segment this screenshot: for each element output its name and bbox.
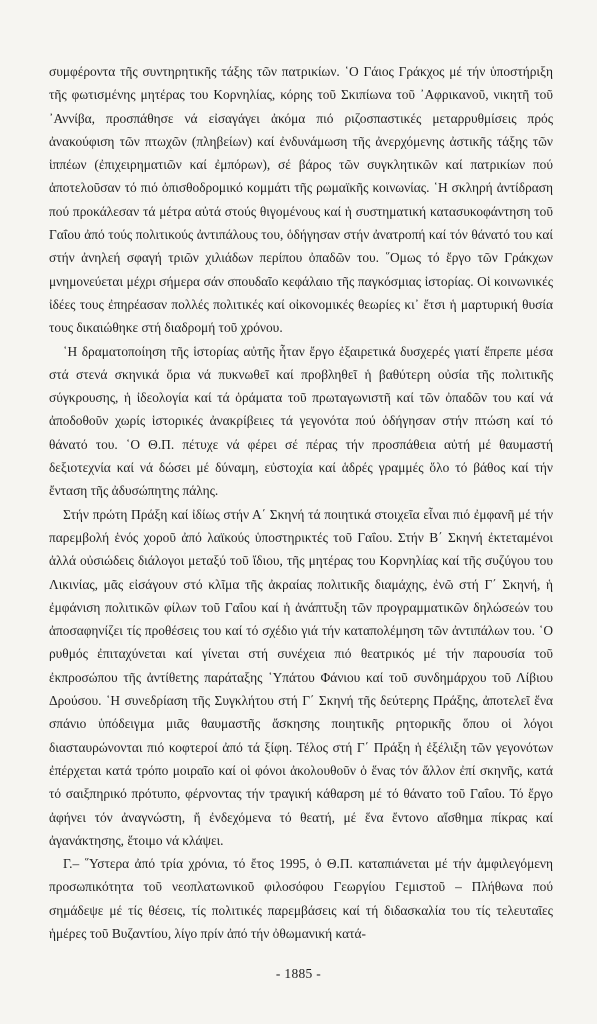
body-paragraph: ῾Η δραματοποίηση τῆς ἱστορίας αὐτῆς ἦταν ἔργο ἐξαιρετικά δυσχερές γιατί ἔπρεπε μέσα στά στενά σκηνικά ὅρια νά πυκνωθεῖ καί προβληθεῖ ἡ βαθύτερη οὐσία τῆς πολιτικῆς σύγκρουσης, ἡ ἰδεολογία καί τά ὁράματα τοῦ πρωταγωνιστῆ καί τῶν ὀπαδῶν του καί νά ἀποδοθοῦν χωρίς ἱστορικές ἀνακρίβειες τά γεγονότα πού ὁδήγησαν στήν πτώση καί τό θάνατό του. ῾Ο Θ.Π. πέτυχε νά φέρει σέ πέρας τήν προσπάθεια αὐτή μέ θαυμαστή δεξιοτεχνία καί νά δώσει μέ δύναμη, εὐστοχία καί ἁδρές γραμμές ὅλο τό βάθος καί τήν ἔνταση τῆς ἀδυσώπητης πάλης.	[49, 343, 553, 499]
body-paragraph: συμφέροντα τῆς συντηρητικῆς τάξης τῶν πατρικίων. ῾Ο Γάιος Γράκχος μέ τήν ὑποστήριξη τῆς φωτισμένης μητέρας του Κορνηλίας, κόρης τοῦ Σκιπίωνα τοῦ ᾿Αφρικανοῦ, νικητῆ τοῦ ᾿Αννίβα, προσπάθησε νά εἰσαγάγει ἀκόμα πιό ριζοσπαστικές μεταρρυθμίσεις πρός ἀνακούφιση τῶν πτωχῶν (πληβείων) καί ἐνδυνάμωση τῆς ἀνερχόμενης ἀστικῆς τάξης τῶν ἱππέων (ἐπιχειρηματιῶν καί ἐμπόρων), σέ βάρος τῶν συγκλητικῶν καί πατρικίων πού ἀποτελοῦσαν τό πιό ὀπισθοδρομικό κομμάτι τῆς ρωμαϊκῆς κοινωνίας. ῾Η σκληρή ἀντίδραση πού προκάλεσαν τά μέτρα αὐτά στούς θιγομένους καί ἡ συστηματική κατασυκοφάντηση τοῦ Γαΐου ἀπό τούς πολιτικούς ἀντιπάλους του, ὁδήγησαν στήν ἀνατροπή καί τόν θάνατό του καί στήν ἀνηλεή σφαγή τριῶν χιλιάδων περίπου ὀπαδῶν του. ῞Ομως τό ἔργο τῶν Γράκχων μνημονεύεται μέχρι σήμερα σάν σπουδαῖο κεφάλαιο τῆς παγκόσμιας ἱστορίας. Οἱ κοινωνικές ἰδέες τους ἐπηρέασαν πολλές πολιτικές καί οἰκονομικές θεωρίες κι᾿ ἔτσι ἡ μαρτυρική θυσία τους δικαιώθηκε στή διαδρομή τοῦ χρόνου.	[49, 64, 553, 336]
body-paragraph: Γ.– ῞Υστερα ἀπό τρία χρόνια, τό ἔτος 1995, ὁ Θ.Π. καταπιάνεται μέ τήν ἀμφιλεγόμενη προσωπικότητα τοῦ νεοπλατωνικοῦ φιλοσόφου Γεωργίου Γεμιστοῦ – Πλήθωνα πού σημάδεψε μέ τίς θέσεις, τίς πολιτικές παρεμβάσεις καί τή διδασκαλία του τίς τελευταῖες ἡμέρες τοῦ Βυζαντίου, λίγο πρίν ἀπό τήν ὀθωμανική κατά-	[49, 856, 553, 941]
page-body	[49, 60, 553, 945]
body-paragraph: Στήν πρώτη Πράξη καί ἰδίως στήν Α΄ Σκηνή τά ποιητικά στοιχεῖα εἶναι πιό ἐμφανῆ μέ τήν παρεμβολή ἑνός χοροῦ ἀπό λαϊκούς ὑποστηρικτές τοῦ Γαΐου. Στήν Β΄ Σκηνή ἐκτεταμένοι ἀλλά οὐσιώδεις διάλογοι μεταξύ τοῦ ἴδιου, τῆς μητέρας του Κορνηλίας καί τῆς συζύγου του Λικινίας, μᾶς εἰσάγουν στό κλῖμα τῆς ἀκραίας πολιτικῆς διαμάχης, ἐνῶ στή Γ΄ Σκηνή, ἡ ἐμφάνιση πολιτικῶν φίλων τοῦ Γαΐου καί ἡ ἀνάπτυξη τῶν προγραμματικῶν δηλώσεών του ἀποσαφηνίζει τίς προθέσεις του καί τό σχέδιο γιά τήν καταπολέμηση τῶν ἀντιπάλων του. ῾Ο ρυθμός ἐπιταχύνεται καί γίνεται στή συνέχεια πιό θεατρικός μέ τήν παρουσία τοῦ ἐκπροσώπου τῆς ἀντίθετης παράταξης ῾Υπάτου Φάνιου καί τοῦ συνδημάρχου τοῦ Λίβιου Δρούσου. ῾Η συνεδρίαση τῆς Συγκλήτου στή Γ΄ Σκηνή τῆς δεύτερης Πράξης, ἀποτελεῖ ἕνα σπάνιο ὑπόδειγμα μιᾶς θαυμαστῆς ἄσκησης ποιητικῆς ρητορικῆς ὅπου οἱ λόγοι διασταυρώνονται πιό κοφτεροί ἀπό τά ξίφη. Τέλος στή Γ΄ Πράξη ἡ ἐξέλιξη τῶν γεγονότων ἐπέρχεται κατά τρόπο μοιραῖο καί οἱ φόνοι ἀκολουθοῦν ὁ ἕνας τόν ἄλλον ἐπί σκηνῆς, κατά τό σαιξπηρικό πρότυπο, φέρνοντας τήν τραγική κάθαρση μέ τό θάνατο τοῦ Γαΐου. Τό ἔργο ἀφήνει τόν ἀναγνώστη, ἤ ἐνδεχόμενα τό θεατή, μέ ἕνα ἔντονο αἴσθημα πίκρας καί ἀγανάκτησης, ἕτοιμο νά κλάψει.	[49, 506, 553, 848]
page-number: - 1885 -	[275, 966, 322, 981]
